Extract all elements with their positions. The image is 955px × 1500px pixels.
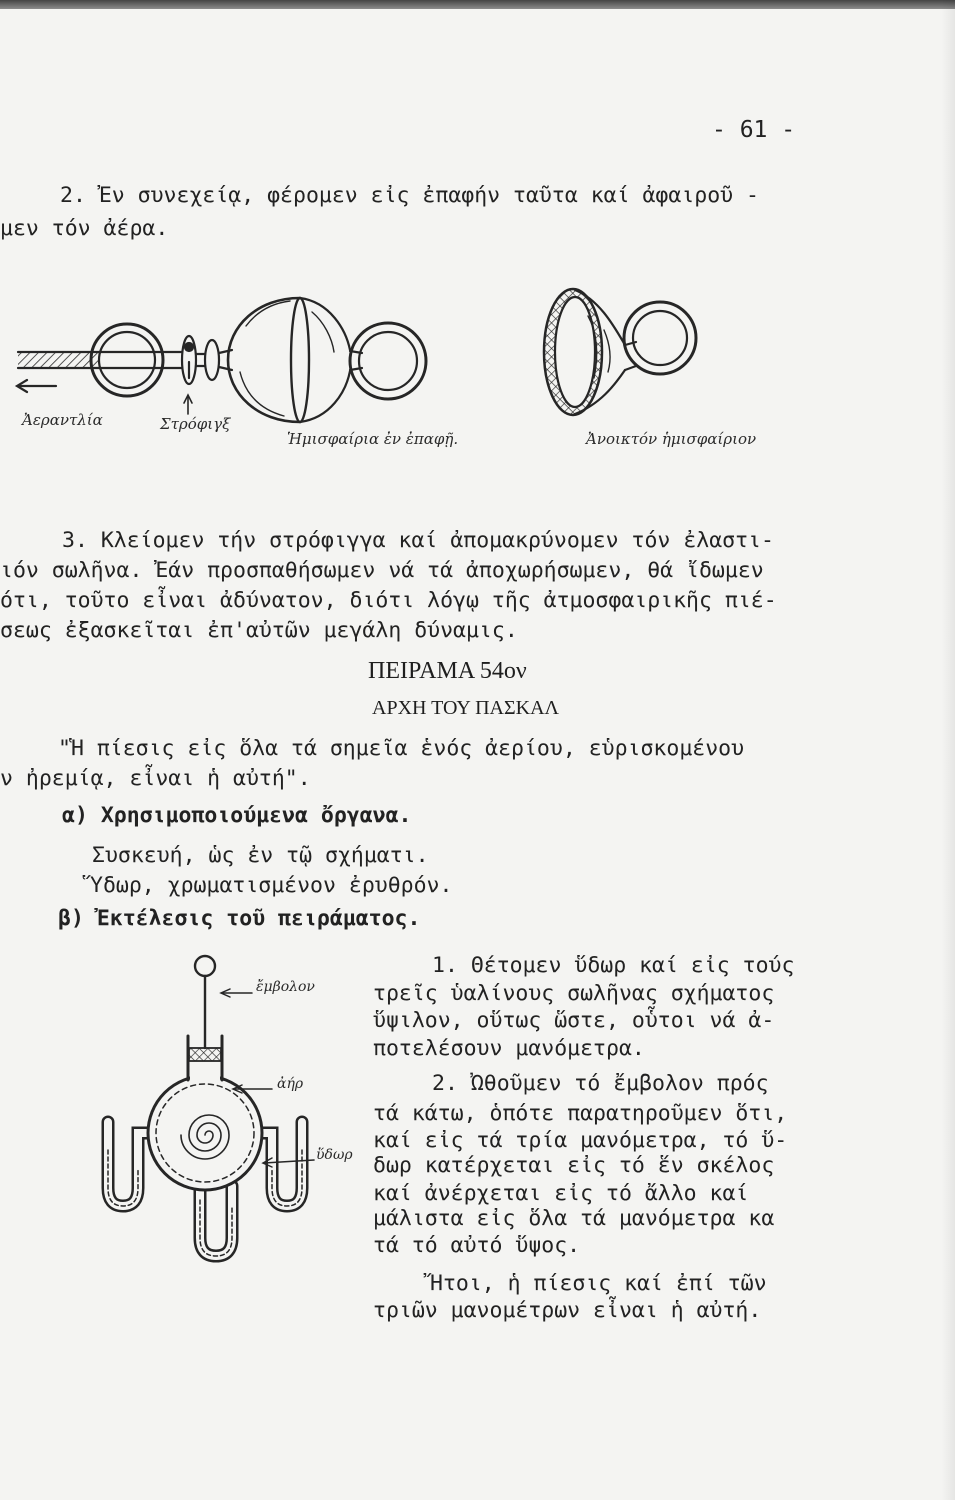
section-b-heading: β) Ἐκτέλεσις τοῦ πειράματος. — [58, 906, 421, 931]
step-2-line-2: τά κάτω, ὁπότε παρατηροῦμεν ὅτι, — [373, 1101, 788, 1126]
air-pump-tube — [18, 352, 182, 368]
label-piston: ἔμβολον — [256, 979, 315, 995]
step-1-line-2: τρεῖς ὑαλίνους σωλῆνας σχήματος — [373, 981, 775, 1006]
figure-pascal-apparatus — [108, 956, 314, 1256]
glass-sphere — [148, 1076, 262, 1190]
open-hemisphere — [544, 289, 636, 415]
statement-line-1: "Ἡ πίεσις εἰς ὅλα τά σημεῖα ἑνός ἀερίου, εὑρισκομένου — [58, 736, 745, 761]
conclusion-line-2: τριῶν μανομέτρων εἶναι ἡ αὐτή. — [373, 1298, 762, 1323]
paragraph-2-line-2: μεν τόν ἀέρα. — [0, 216, 169, 241]
stopcock — [182, 336, 196, 384]
section-a-item-2: Ὕδωρ, χρωματισμένον ἐρυθρόν. — [90, 873, 453, 898]
step-2-line-1: 2. Ὠθοῦμεν τό ἔμβολον πρός — [432, 1071, 769, 1096]
right-manometer — [250, 1122, 302, 1206]
paragraph-3-line-1: 3. Κλείομεν τήν στρόφιγγα καί ἀπομακρύνομεν τόν ἐλαστι- — [62, 528, 774, 553]
label-hemispheres-in-contact: Ἡμισφαίρια ἐν ἐπαφῇ. — [287, 430, 459, 448]
spiral — [181, 1115, 229, 1159]
pump-ring — [91, 324, 163, 396]
step-1-line-3: ὕψιλον, οὕτως ὥστε, οὗτοι νά ἀ- — [373, 1008, 775, 1033]
experiment-subtitle: ΑΡΧΗ ΤΟΥ ΠΑΣΚΑΛ — [372, 697, 560, 719]
label-open-hemisphere: Ἀνοικτόν ἡμισφαίριον — [586, 430, 757, 448]
label-stopcock: Στρόφιγξ — [160, 415, 231, 433]
hemisphere-ring — [350, 323, 426, 399]
section-a-item-1: Συσκευή, ὡς ἐν τῷ σχήματι. — [92, 843, 429, 868]
figure-magdeburg-hemispheres — [17, 289, 696, 422]
step-2-line-4: δωρ κατέρχεται εἰς τό ἕν σκέλος — [373, 1153, 775, 1178]
piston-handle-ring — [195, 956, 215, 976]
step-1-line-4: ποτελέσουν μανόμετρα. — [373, 1036, 645, 1061]
step-2-line-7: τά τό αὐτό ὕψος. — [373, 1233, 581, 1258]
step-2-line-5: καί ἀνέρχεται εἰς τό ἄλλο καί — [373, 1181, 749, 1206]
open-hemisphere-ring — [624, 302, 696, 374]
air-pointer-arrow — [233, 1085, 272, 1093]
step-1-line-1: 1. Θέτομεν ὕδωρ καί εἰς τούς — [432, 953, 795, 978]
experiment-title: ΠΕΙΡΑΜΑ 54ον — [368, 658, 527, 684]
hemispheres-in-contact — [228, 298, 362, 422]
scan-right-edge — [941, 0, 955, 1500]
statement-line-2: ν ἠρεμίᾳ, εἶναι ἡ αὐτή". — [0, 766, 311, 791]
cylinder — [188, 1036, 222, 1080]
label-air: ἀήρ — [277, 1076, 304, 1092]
conclusion-line-1: Ἤτοι, ἡ πίεσις καί ἐπί τῶν — [430, 1271, 767, 1296]
sphere-neck-opening — [190, 1068, 220, 1082]
scan-top-edge — [0, 0, 955, 9]
pump-direction-arrow — [17, 380, 56, 392]
piston — [189, 1048, 221, 1061]
stopcock-collar — [196, 340, 232, 380]
paragraph-3-line-2: ιόν σωλῆνα. Ἐάν προσπαθήσωμεν νά τά ἀποχωρήσωμεν, θά ἴδωμεν — [0, 558, 764, 583]
page-number: - 61 - — [712, 117, 796, 143]
step-2-line-3: καί εἰς τά τρία μανόμετρα, τό ὕ- — [373, 1128, 788, 1153]
section-a-heading: α) Χρησιμοποιούμενα ὄργανα. — [62, 803, 412, 828]
stopcock-pointer-arrow — [184, 395, 192, 414]
paragraph-2-line-1: 2. Ἐν συνεχείᾳ, φέρομεν εἰς ἐπαφήν ταῦτα καί ἀφαιροῦ - — [60, 183, 759, 208]
water-pointer-arrow — [263, 1158, 314, 1167]
piston-pointer-arrow — [221, 989, 252, 997]
left-manometer — [108, 1122, 160, 1206]
bottom-manometer — [200, 1178, 232, 1256]
paragraph-3-line-3: ότι, τοῦτο εἶναι ἀδύνατον, διότι λόγῳ τῆς ἀτμοσφαιρικῆς πιέ- — [0, 588, 777, 613]
label-air-pump: Ἀεραντλία — [22, 411, 103, 429]
paragraph-3-line-4: σεως ἐξασκεῖται ἐπ'αὐτῶν μεγάλη δύναμις. — [0, 618, 518, 643]
label-water: ὕδωρ — [316, 1147, 353, 1163]
step-2-line-6: μάλιστα εἰς ὅλα τά μανόμετρα κα — [373, 1206, 775, 1231]
